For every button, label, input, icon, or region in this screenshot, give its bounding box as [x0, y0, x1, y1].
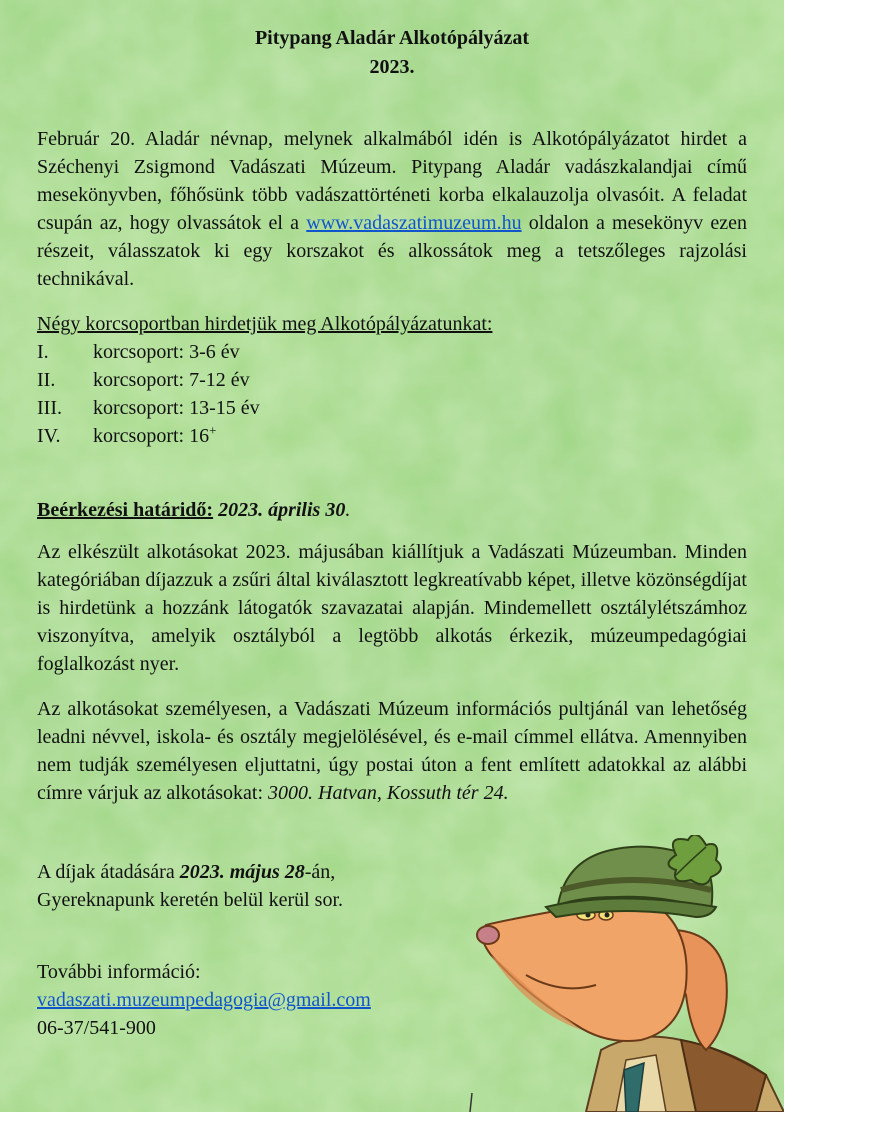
- deadline-label: Beérkezési határidő:: [37, 499, 214, 521]
- age-group-number: II.: [37, 369, 56, 391]
- title-line-2: 2023.: [369, 56, 415, 78]
- submission-paragraph: [37, 695, 747, 807]
- intro-text-2: oldalon a mesekönyv ezen részeit, válasszatok ki egy korszakot és alkossátok meg a tetszőleges rajzolási technikával.: [37, 212, 747, 290]
- age-group-label-text: korcsoport: 16: [93, 425, 210, 447]
- awards-date: 2023. május 28: [179, 861, 305, 883]
- contact-email-link[interactable]: vadaszati.muzeumpedagogia@gmail.com: [37, 989, 371, 1011]
- awards-suffix: -án,: [304, 861, 336, 883]
- page-title: [37, 24, 747, 82]
- age-group-label: korcsoport: 3-6 év: [93, 341, 240, 363]
- age-group-number: IV.: [37, 425, 61, 447]
- deadline: [37, 496, 747, 524]
- age-groups-heading: Négy korcsoportban hirdetjük meg Alkotópályázatunkat:: [37, 313, 493, 335]
- museum-website-link[interactable]: www.vadaszatimuzeum.hu: [306, 212, 522, 234]
- submission-text: Az alkotásokat személyesen, a Vadászati Múzeum információs pultjánál van lehetőség leadni névvel, iskola- és osztály megjelölésével, és e-mail címmel ellátva. Amennyiben nem tudják személyesen eljuttatni, úgy postai úton a fent említett adatokkal az alábbi címre várjuk az alkotásokat:: [37, 698, 747, 804]
- intro-paragraph: [37, 125, 747, 293]
- age-group-item: [37, 338, 747, 366]
- contact-heading: További információ:: [37, 961, 201, 983]
- age-group-item: [37, 422, 747, 450]
- age-group-label: korcsoport: 7-12 év: [93, 369, 250, 391]
- awards-line-2: Gyereknapunk keretén belül kerül sor.: [37, 889, 344, 911]
- deadline-date: 2023. április 30: [218, 499, 346, 521]
- age-group-number: I.: [37, 341, 49, 363]
- intro-text-1: Február 20. Aladár névnap, melynek alkalmából idén is Alkotópályázatot hirdet a Széchenyi Zsigmond Vadászati Múzeum. Pitypang Aladár vadászkalandjai című mesekönyvben, főhősünk több vadászattörténeti korba elkalauzolja olvasóit. A feladat csupán az, hogy olvassátok el a: [37, 128, 747, 234]
- title-line-1: Pitypang Aladár Alkotópályázat: [254, 27, 530, 49]
- age-group-number: III.: [37, 397, 62, 419]
- dog-hunter-illustration: [466, 835, 784, 1112]
- exhibition-paragraph: Az elkészült alkotásokat 2023. májusában kiállítjuk a Vadászati Múzeumban. Minden kategóriában díjazzuk a zsűri által kiválasztott legkreatívabb képet, illetve közönségdíjat is hirdetünk a hozzánk látogatók szavazatai alapján. Mindemellett osztálylétszámhoz viszonyítva, amelyik osztályból a legtöbb alkotás érkezik, múzeumpedagógiai foglalkozást nyer.: [37, 541, 747, 675]
- age-group-label: korcsoport: 13-15 év: [93, 397, 260, 419]
- age-group-item: [37, 366, 747, 394]
- age-group-list: [37, 338, 747, 450]
- age-group-item: [37, 394, 747, 422]
- contact-phone: 06-37/541-900: [37, 1017, 156, 1039]
- age-group-label: [93, 422, 216, 450]
- awards-prefix: A díjak átadására: [37, 861, 180, 883]
- age-group-plus: +: [209, 422, 217, 438]
- postal-address: 3000. Hatvan, Kossuth tér 24.: [268, 782, 509, 804]
- deadline-end: .: [345, 499, 351, 521]
